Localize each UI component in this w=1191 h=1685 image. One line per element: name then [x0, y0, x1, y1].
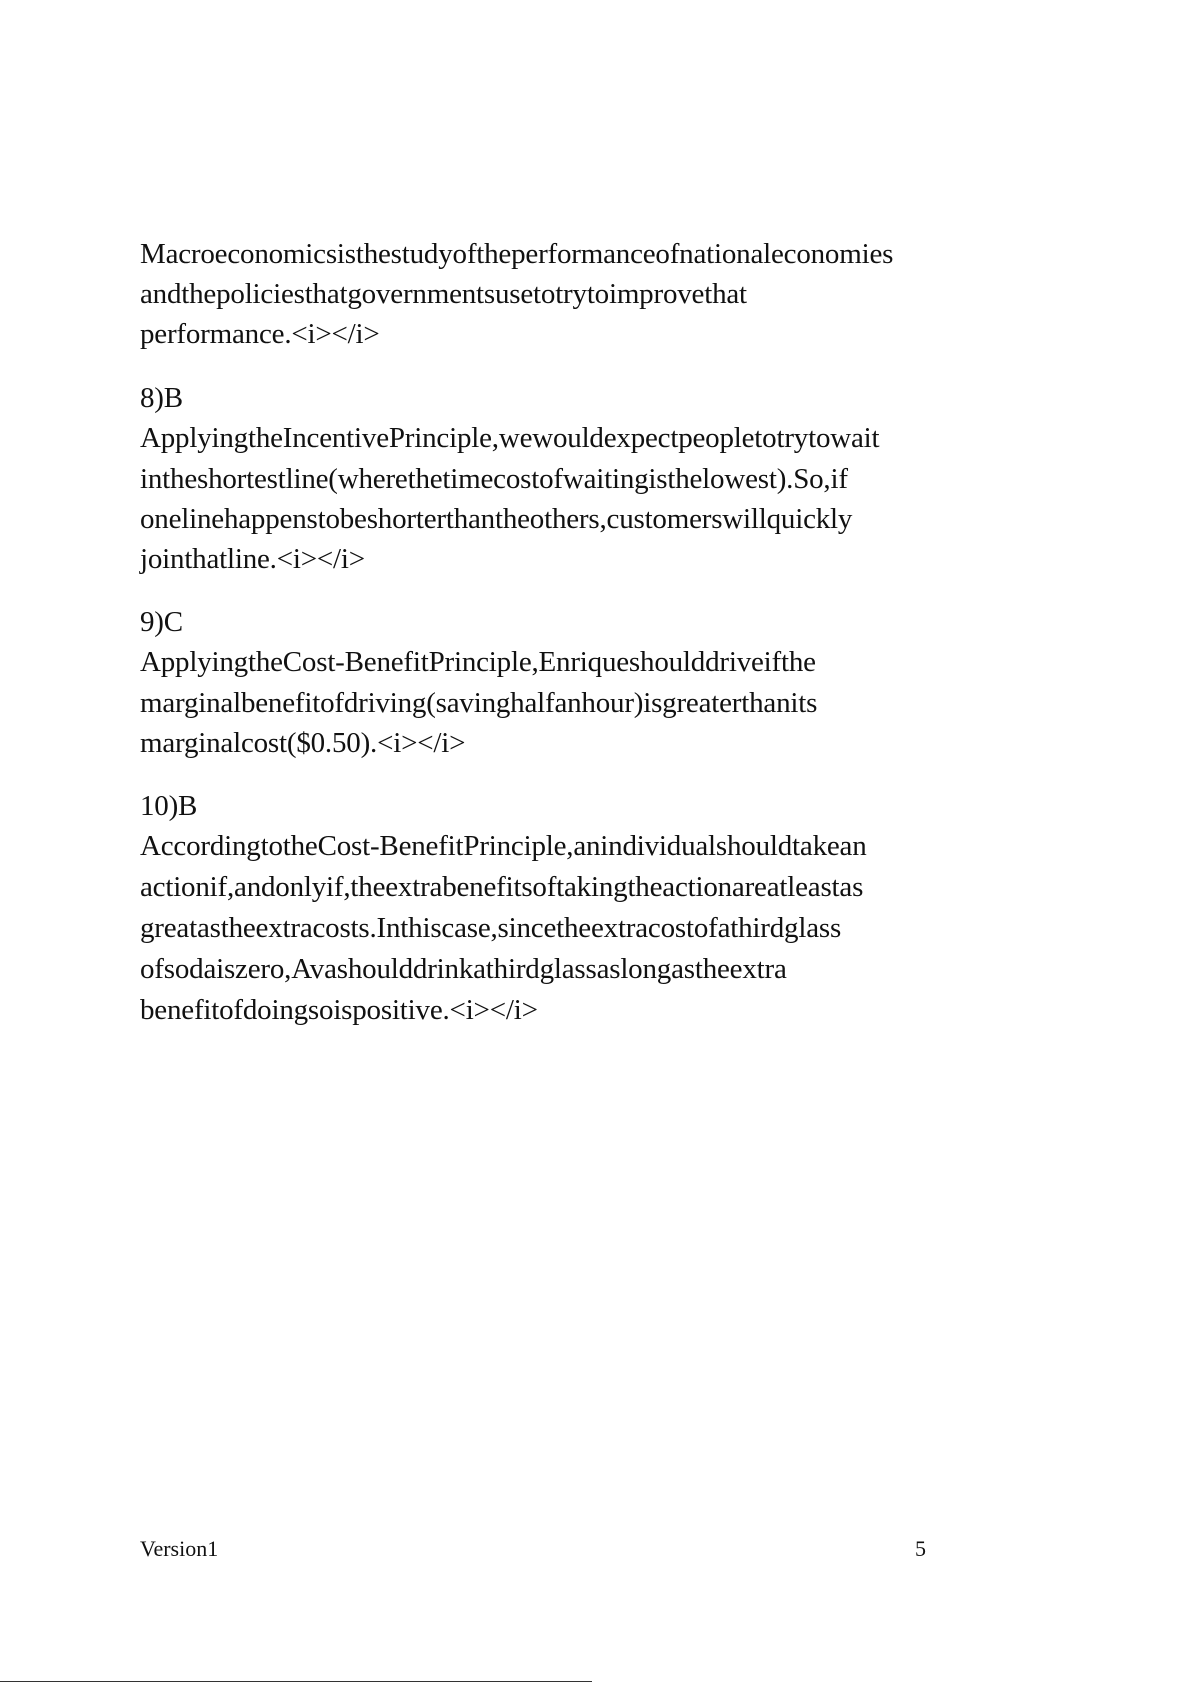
- paragraph-line: benefitofdoingsoispositive.<i></i>: [140, 994, 538, 1026]
- paragraph-line: ofsodaiszero,Avashoulddrinkathirdglassaslongastheextra: [140, 953, 787, 985]
- paragraph-line: AccordingtotheCost-BenefitPrinciple,anindividualshouldtakean: [140, 830, 867, 862]
- paragraph-line: performance.<i></i>: [140, 318, 380, 350]
- paragraph-line: greatastheextracosts.Inthiscase,sincetheextracostofathirdglass: [140, 912, 842, 944]
- answer-heading: 9)C: [140, 606, 183, 638]
- bottom-divider: [0, 1681, 592, 1682]
- paragraph-line: andthepoliciesthatgovernmentsusetotrytoimprovethat: [140, 278, 747, 310]
- paragraph-line: onelinehappenstobeshorterthantheothers,customerswillquickly: [140, 503, 853, 535]
- paragraph-line: marginalcost($0.50).<i></i>: [140, 727, 466, 759]
- page-number: 5: [915, 1536, 926, 1561]
- paragraph-line: intheshortestline(wherethetimecostofwaitingisthelowest).So,if: [140, 463, 848, 495]
- paragraph-line: actionif,andonlyif,theextrabenefitsoftakingtheactionareatleastas: [140, 871, 864, 903]
- paragraph-line: marginalbenefitofdriving(savinghalfanhour)isgreaterthanits: [140, 687, 818, 719]
- answer-heading: 8)B: [140, 382, 183, 414]
- paragraph-line: ApplyingtheCost-BenefitPrinciple,Enriqueshoulddriveifthe: [140, 646, 816, 678]
- paragraph-line: jointhatline.<i></i>: [140, 543, 365, 575]
- paragraph-line: Macroeconomicsisthestudyoftheperformanceofnationaleconomies: [140, 238, 894, 270]
- paragraph-line: ApplyingtheIncentivePrinciple,wewouldexpectpeopletotrytowait: [140, 422, 880, 454]
- answer-heading: 10)B: [140, 790, 198, 822]
- footer-version: Version1: [140, 1536, 219, 1561]
